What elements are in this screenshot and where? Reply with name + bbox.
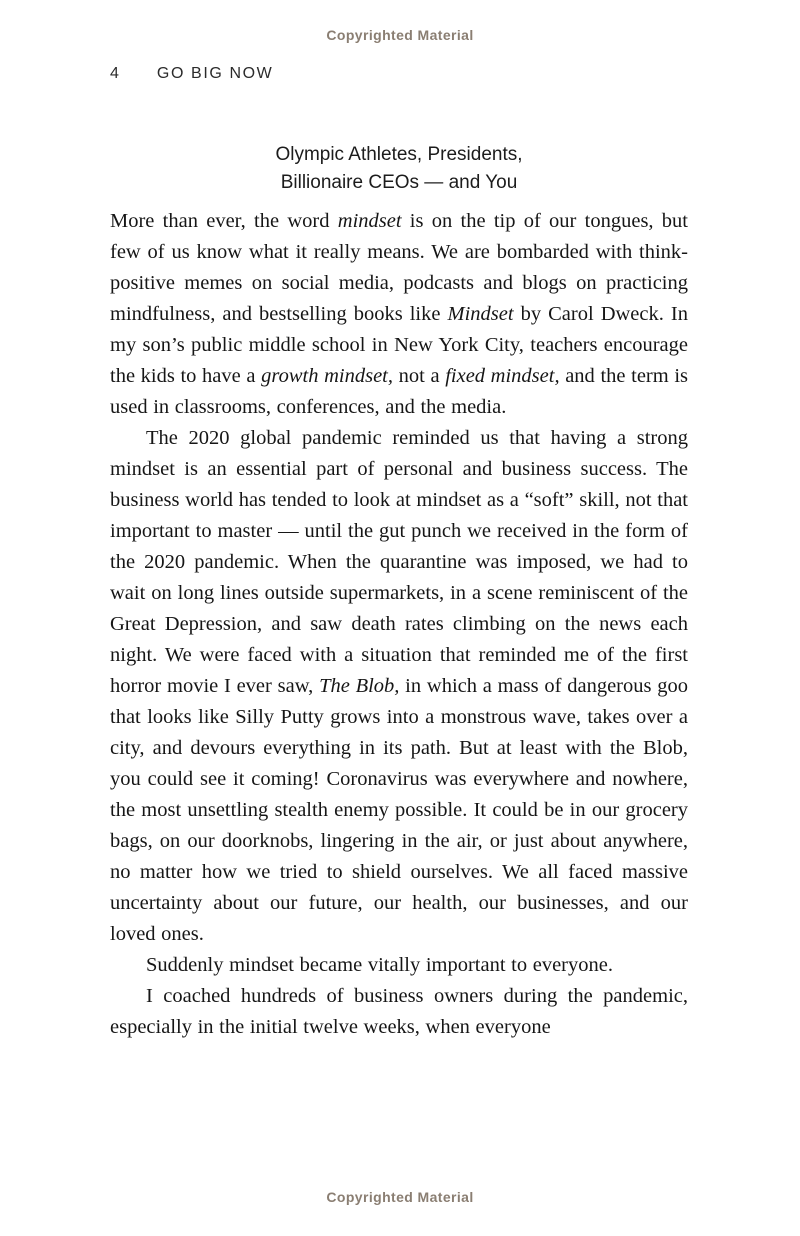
page-number: 4: [110, 65, 119, 82]
text-segment: I coached hundreds of business owners during the pandemic, especially in the initial twelve weeks, when everyone: [110, 985, 688, 1038]
italic-text-segment: mindset: [337, 210, 402, 232]
paragraph: [110, 981, 688, 1043]
copyright-notice-bottom: Copyrighted Material: [326, 1189, 474, 1205]
italic-text-segment: The Blob,: [319, 675, 400, 697]
running-head-title: GO BIG NOW: [156, 65, 274, 82]
text-segment: is on the tip of our tongues, but few of us know what it really means. We are bombarded with think-positive memes on social media, podcasts and blogs on practicing mindfulness, and bestselling books like: [110, 210, 688, 325]
text-segment: and the term is used in classrooms, conferences, and the media.: [110, 365, 688, 418]
text-segment: not a: [393, 365, 446, 387]
text-segment: More than ever, the word: [110, 210, 338, 232]
italic-text-segment: fixed mindset,: [445, 365, 560, 387]
text-segment: in which a mass of dangerous goo that looks like Silly Putty grows into a monstrous wave, takes over a city, and devours everything in its path. But at least with the Blob, you could see it coming! Coronavirus was everywhere and nowhere, the most unsettling stealth enemy possible. It could be in our grocery bags, on our doorknobs, lingering in the air, or just about anywhere, no matter how we tried to shield ourselves. We all faced massive uncertainty about our future, our health, our businesses, and our loved ones.: [110, 675, 688, 945]
text-segment: by Carol Dweck. In my son’s public middle school in New York City, teachers encourage the kids to have a: [110, 303, 688, 387]
paragraph: [110, 206, 688, 423]
section-heading-line1: Olympic Athletes, Presidents,: [275, 144, 523, 165]
paragraph: [110, 423, 688, 950]
italic-text-segment: Mindset: [447, 303, 514, 325]
body-text: [110, 206, 688, 1043]
copyright-notice-top: Copyrighted Material: [326, 27, 474, 43]
section-heading: [110, 141, 688, 197]
page-header: [110, 65, 273, 83]
text-segment: The 2020 global pandemic reminded us that having a strong mindset is an essential part of personal and business success. The business world has tended to look at mindset as a “soft” skill, not that important to master — until the gut punch we received in the form of the 2020 pandemic. When the quarantine was imposed, we had to wait on long lines outside supermarkets, in a scene reminiscent of the Great Depression, and saw death rates climbing on the news each night. We were faced with a situation that reminded me of the first horror movie I ever saw,: [110, 427, 688, 697]
paragraph: [110, 950, 688, 981]
section-heading-line2: Billionaire CEOs — and You: [280, 172, 518, 193]
italic-text-segment: growth mindset,: [261, 365, 393, 387]
text-segment: Suddenly mindset became vitally important to everyone.: [146, 954, 613, 976]
